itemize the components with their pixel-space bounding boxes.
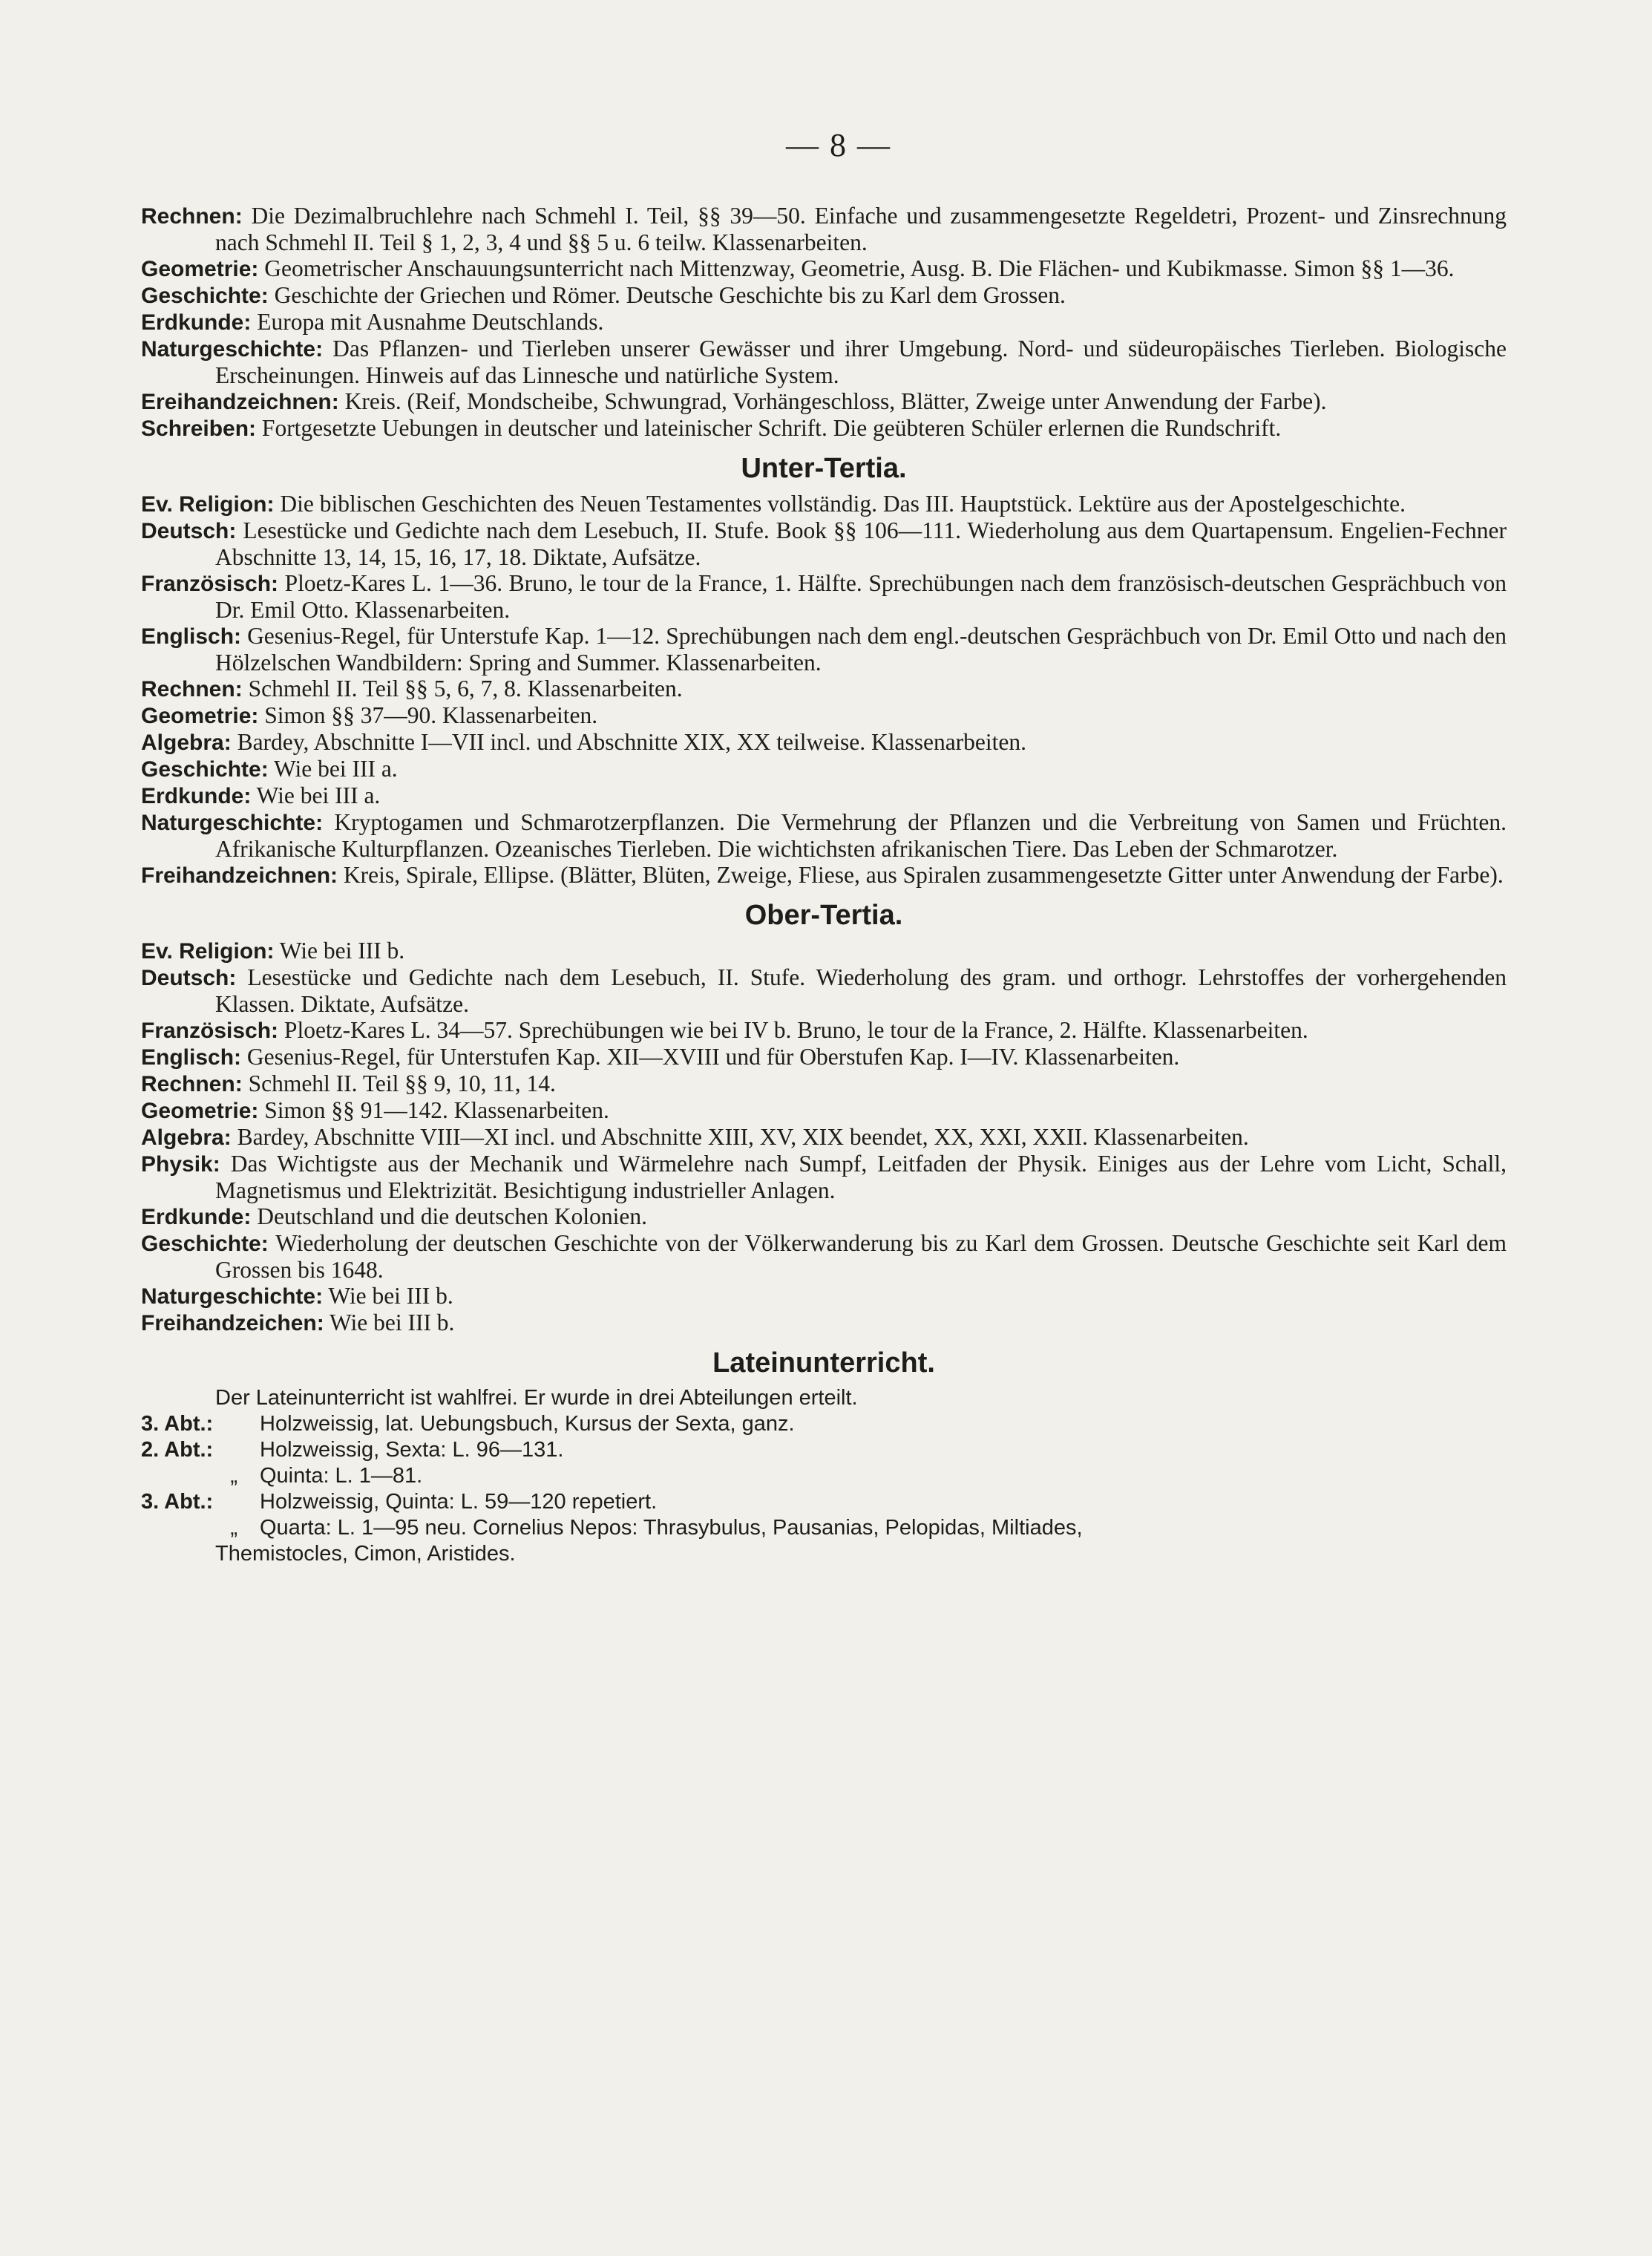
- subject-label: Ev. Religion:: [141, 939, 275, 964]
- unter-tertia-entry: [141, 862, 1507, 889]
- subject-label: Geschichte:: [141, 757, 269, 782]
- subject-label: Erdkunde:: [141, 310, 252, 335]
- unter-tertia-entry: [141, 623, 1507, 676]
- subject-content: Wie bei III a.: [256, 782, 381, 808]
- unter-tertia-entry: [141, 729, 1507, 756]
- subject-content: Kreis, Spirale, Ellipse. (Blätter, Blüten, Zweige, Fliese, aus Spiralen zusammengesetzte Gitter unter Anwendung der Farbe).: [343, 862, 1504, 888]
- subject-content: Bardey, Abschnitte I—VII incl. und Abschnitte XIX, XX teilweise. Klassenarbeiten.: [237, 729, 1027, 755]
- curriculum-entry: [141, 336, 1507, 388]
- subject-label: Erdkunde:: [141, 1205, 252, 1229]
- ober-tertia-entry: [141, 964, 1507, 1017]
- subject-label: Algebra:: [141, 1125, 232, 1150]
- subject-label: Geometrie:: [141, 1099, 259, 1123]
- curriculum-entry: [141, 255, 1507, 282]
- ober-tertia-entry: [141, 1230, 1507, 1283]
- subject-label: Freihandzeichen:: [141, 1311, 324, 1335]
- subject-content: Die biblischen Geschichten des Neuen Testamentes vollständig. Das III. Hauptstück. Lektüre aus der Apostelgeschichte.: [280, 491, 1406, 517]
- ober-tertia-entry: [141, 1070, 1507, 1097]
- subject-content: Europa mit Ausnahme Deutschlands.: [257, 309, 604, 335]
- subject-content: Wie bei III b.: [330, 1310, 455, 1335]
- ober-tertia-entry: [141, 1151, 1507, 1203]
- curriculum-block-unter-tertia: [141, 491, 1507, 889]
- subject-label: Geometrie:: [141, 704, 259, 728]
- subject-content: Kreis. (Reif, Mondscheibe, Schwungrad, Vorhängeschloss, Blätter, Zweige unter Anwendung der Farbe).: [344, 388, 1327, 414]
- subject-label: Naturgeschichte:: [141, 811, 324, 835]
- subject-label: Geschichte:: [141, 1232, 269, 1256]
- subject-label: Ereihandzeichnen:: [141, 390, 339, 414]
- subject-content: Kryptogamen und Schmarotzerpflanzen. Die Vermehrung der Pflanzen und die Verbreitung von Samen und Früchten. Afrikanische Kulturpflanzen. Ozeanisches Tierleben. Die wichtichsten afrikanischen Tiere. Das Leben der Schmarotzer.: [215, 809, 1507, 862]
- subject-content: Schmehl II. Teil §§ 9, 10, 11, 14.: [248, 1070, 556, 1096]
- subject-label: Naturgeschichte:: [141, 1284, 324, 1309]
- subject-content: Wie bei III a.: [274, 756, 398, 782]
- subject-label: Physik:: [141, 1152, 220, 1177]
- subject-label: Ev. Religion:: [141, 492, 275, 517]
- ober-tertia-entry: [141, 1283, 1507, 1310]
- subject-label: Deutsch:: [141, 519, 237, 543]
- subject-label: Geschichte:: [141, 284, 269, 308]
- latin-rows: [141, 1411, 1507, 1541]
- latin-wrap-line: Themistocles, Cimon, Aristides.: [215, 1542, 516, 1566]
- latin-row: [141, 1515, 1507, 1541]
- subject-label: Rechnen:: [141, 677, 243, 702]
- subject-content: Fortgesetzte Uebungen in deutscher und lateinischer Schrift. Die geübteren Schüler erlernen die Rundschrift.: [261, 415, 1282, 441]
- ober-tertia-entry: [141, 938, 1507, 964]
- subject-content: Wie bei III b.: [328, 1283, 453, 1309]
- curriculum-block-untertertia-preceding: [141, 203, 1507, 442]
- subject-label: Erdkunde:: [141, 784, 252, 808]
- subject-label: Englisch:: [141, 624, 242, 649]
- subject-content: Geometrischer Anschauungsunterricht nach Mittenzway, Geometrie, Ausg. B. Die Flächen- und Kubikmasse. Simon §§ 1—36.: [264, 255, 1455, 281]
- subject-content: Das Wichtigste aus der Mechanik und Wärmelehre nach Sumpf, Leitfaden der Physik. Einiges aus der Lehre vom Licht, Schall, Magnetismus und Elektrizität. Besichtigung industrieller Anlagen.: [215, 1151, 1507, 1203]
- unter-tertia-entry: [141, 676, 1507, 702]
- subject-label: Französisch:: [141, 572, 279, 596]
- latin-row-text: Quinta: L. 1—81.: [260, 1464, 423, 1488]
- section-title-ober-tertia: Ober-Tertia.: [744, 900, 903, 931]
- unter-tertia-entry: [141, 782, 1507, 809]
- subject-content: Geschichte der Griechen und Römer. Deutsche Geschichte bis zu Karl dem Grossen.: [274, 282, 1066, 308]
- ober-tertia-entry: [141, 1203, 1507, 1230]
- latin-row: [141, 1437, 1507, 1463]
- latin-intro: Der Lateinunterricht ist wahlfrei. Er wurde in drei Abteilungen erteilt.: [215, 1386, 858, 1410]
- curriculum-block-ober-tertia: [141, 938, 1507, 1336]
- subject-content: Simon §§ 37—90. Klassenarbeiten.: [264, 702, 598, 728]
- subject-content: Gesenius-Regel, für Unterstufen Kap. XII—XVIII und für Oberstufen Kap. I—IV. Klassenarbeiten.: [246, 1044, 1180, 1070]
- subject-label: Algebra:: [141, 730, 232, 755]
- latin-abteilung-label: 3. Abt.:: [141, 1490, 214, 1514]
- unter-tertia-entry: [141, 517, 1507, 570]
- subject-label: Freihandzeichnen:: [141, 863, 338, 888]
- subject-content: Wiederholung der deutschen Geschichte von der Völkerwanderung bis zu Karl dem Grossen. Deutsche Geschichte seit Karl dem Grossen bis 1648.: [215, 1230, 1507, 1283]
- section-title-unter-tertia: Unter-Tertia.: [741, 453, 907, 484]
- document-page: [141, 126, 1507, 1567]
- subject-label: Rechnen:: [141, 1072, 243, 1096]
- unter-tertia-entry: [141, 570, 1507, 623]
- subject-content: Ploetz-Kares L. 1—36. Bruno, le tour de la France, 1. Hälfte. Sprechübungen nach dem französisch-deutschen Gesprächbuch von Dr. Emil Otto. Klassenarbeiten.: [215, 570, 1507, 623]
- curriculum-entry: [141, 415, 1507, 442]
- subject-content: Die Dezimalbruchlehre nach Schmehl I. Teil, §§ 39—50. Einfache und zusammengesetzte Regeldetri, Prozent- und Zinsrechnung nach Schmehl II. Teil § 1, 2, 3, 4 und §§ 5 u. 6 teilw. Klassenarbeiten.: [215, 203, 1507, 255]
- curriculum-entry: [141, 309, 1507, 336]
- subject-label: Naturgeschichte:: [141, 337, 324, 362]
- subject-content: Lesestücke und Gedichte nach dem Lesebuch, II. Stufe. Wiederholung des gram. und orthogr. Lehrstoffes der vorhergehenden Klassen. Diktate, Aufsätze.: [215, 964, 1507, 1017]
- ober-tertia-entry: [141, 1124, 1507, 1151]
- ober-tertia-entry: [141, 1044, 1507, 1070]
- subject-label: Schreiben:: [141, 416, 257, 441]
- latin-row-text: Holzweissig, Quinta: L. 59—120 repetiert.: [260, 1490, 658, 1514]
- subject-label: Englisch:: [141, 1045, 242, 1070]
- curriculum-entry: [141, 388, 1507, 415]
- subject-content: Schmehl II. Teil §§ 5, 6, 7, 8. Klassenarbeiten.: [248, 676, 683, 702]
- unter-tertia-entry: [141, 809, 1507, 862]
- subject-content: Lesestücke und Gedichte nach dem Lesebuch, II. Stufe. Book §§ 106—111. Wiederholung aus dem Quartapensum. Engelien-Fechner Abschnitte 13, 14, 15, 16, 17, 18. Diktate, Aufsätze.: [215, 517, 1507, 570]
- latin-abteilung-label: „: [230, 1516, 237, 1540]
- subject-label: Geometrie:: [141, 257, 259, 281]
- ober-tertia-entry: [141, 1017, 1507, 1044]
- subject-label: Rechnen:: [141, 204, 243, 229]
- subject-content: Deutschland und die deutschen Kolonien.: [257, 1203, 647, 1229]
- subject-label: Deutsch:: [141, 966, 237, 990]
- subject-content: Gesenius-Regel, für Unterstufe Kap. 1—12. Sprechübungen nach dem engl.-deutschen Gesprächbuch von Dr. Emil Otto und nach den Hölzelschen Wandbildern: Spring and Summer. Klassenarbeiten.: [215, 623, 1507, 676]
- ober-tertia-entry: [141, 1097, 1507, 1124]
- latin-abteilung-label: „: [230, 1464, 237, 1488]
- latin-row: [141, 1463, 1507, 1489]
- curriculum-entry: [141, 203, 1507, 255]
- unter-tertia-entry: [141, 491, 1507, 517]
- subject-content: Simon §§ 91—142. Klassenarbeiten.: [264, 1097, 609, 1123]
- latin-row-text: Holzweissig, lat. Uebungsbuch, Kursus der Sexta, ganz.: [260, 1412, 795, 1436]
- curriculum-entry: [141, 282, 1507, 309]
- subject-content: Wie bei III b.: [279, 938, 405, 964]
- subject-label: Französisch:: [141, 1019, 279, 1043]
- subject-content: Bardey, Abschnitte VIII—XI incl. und Abschnitte XIII, XV, XIX beendet, XX, XXI, XXII. Klassenarbeiten.: [237, 1124, 1249, 1150]
- subject-content: Ploetz-Kares L. 34—57. Sprechübungen wie bei IV b. Bruno, le tour de la France, 2. Hälfte. Klassenarbeiten.: [283, 1017, 1308, 1043]
- latin-row: [141, 1489, 1507, 1515]
- section-title-latein: Lateinunterricht.: [712, 1347, 935, 1379]
- page-number: — 8 —: [786, 127, 891, 163]
- unter-tertia-entry: [141, 702, 1507, 729]
- ober-tertia-entry: [141, 1310, 1507, 1336]
- unter-tertia-entry: [141, 756, 1507, 782]
- latin-row-text: Holzweissig, Sexta: L. 96—131.: [260, 1438, 564, 1462]
- latin-abteilung-label: 3. Abt.:: [141, 1412, 214, 1436]
- latin-row: [141, 1411, 1507, 1437]
- latin-abteilung-label: 2. Abt.:: [141, 1438, 214, 1462]
- latin-row-text: Quarta: L. 1—95 neu. Cornelius Nepos: Thrasybulus, Pausanias, Pelopidas, Miltiades,: [260, 1516, 1083, 1540]
- subject-content: Das Pflanzen- und Tierleben unserer Gewässer und ihrer Umgebung. Nord- und südeuropäisches Tierleben. Biologische Erscheinungen. Hinweis auf das Linnesche und natürliche System.: [215, 336, 1507, 388]
